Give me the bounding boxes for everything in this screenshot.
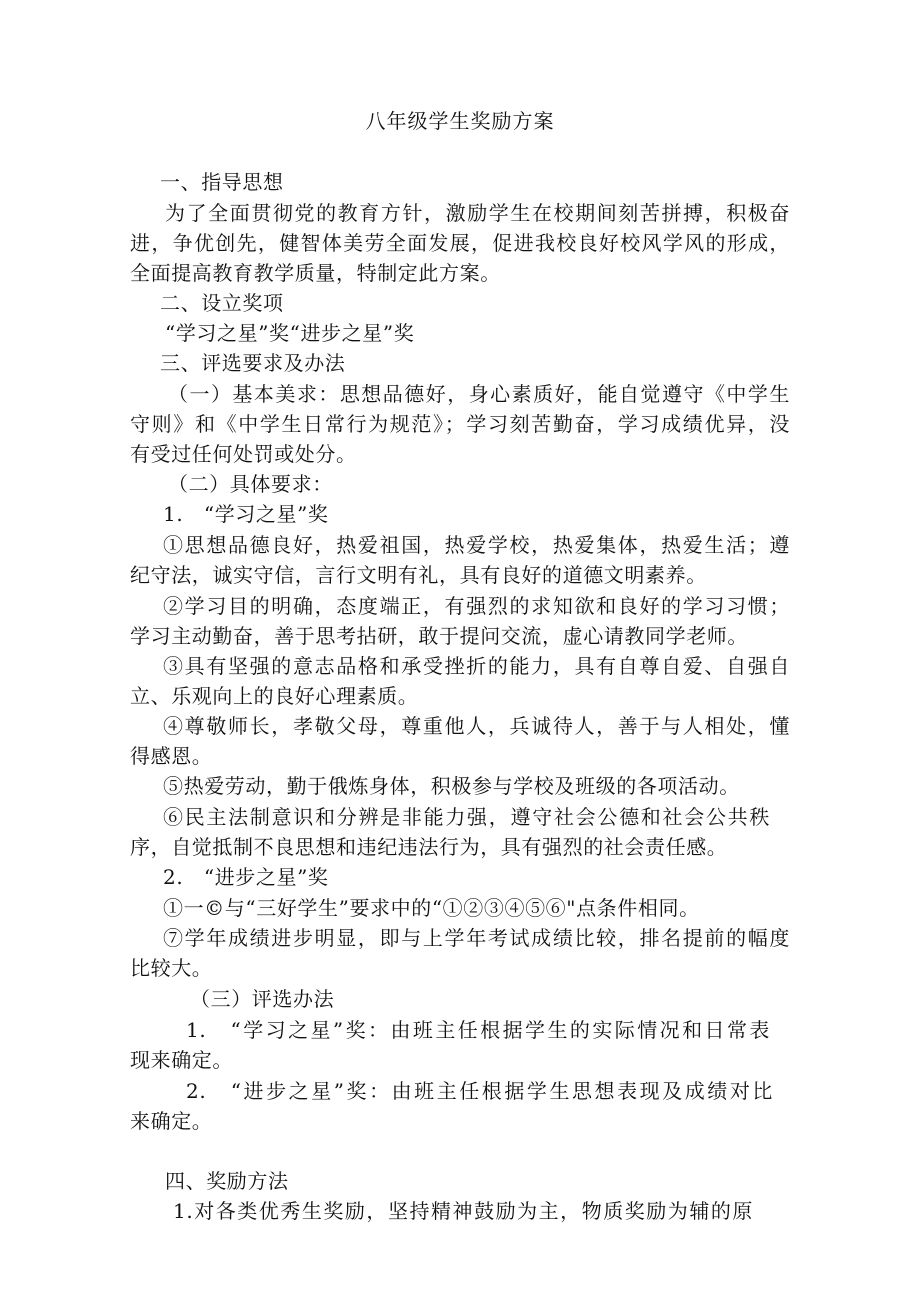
paragraph-line: 纪守法，诚实守信，言行文明有礼，具有良好的道德文明素养。 bbox=[130, 563, 707, 587]
paragraph-line: 立、乐观向上的良好心理素质。 bbox=[130, 684, 419, 708]
subheading-study-star: 1. “学习之星”奖 bbox=[163, 502, 329, 526]
paragraph-line: 学习主动勤奋，善于思考拈研，敢于提问交流，虚心请教同学老师。 bbox=[130, 624, 748, 648]
paragraph-line: ③具有坚强的意志品格和承受挫折的能力，具有自尊自爱、自强自 bbox=[163, 654, 790, 678]
paragraph-line: ①一©与“三好学生”要求中的“①②③④⑤⑥"点条件相同。 bbox=[163, 896, 700, 920]
paragraph-line: ⑤热爱劳动，勤于俄炼身体，积极参与学校及班级的各项活动。 bbox=[163, 774, 740, 798]
paragraph-line: 进，争优创先，健智体美劳全面发展，促进我校良好校风学风的形成， bbox=[130, 231, 790, 255]
paragraph-line: 为了全面贯彻党的教育方针，激励学生在校期间刻苦拼搏，积极奋 bbox=[165, 201, 790, 225]
paragraph-line: 2. “进步之星”奖：由班主任根据学生思想表现及成绩对比 bbox=[186, 1079, 773, 1103]
paragraph-line: 比较大。 bbox=[130, 956, 213, 980]
subheading-specific: （二）具体要求： bbox=[168, 472, 333, 496]
paragraph-line: 现来确定。 bbox=[130, 1048, 233, 1072]
paragraph-line: ②学习目的明确，态度端正，有强烈的求知欲和良好的学习习惯； bbox=[163, 594, 790, 618]
paragraph-line: 得感恩。 bbox=[130, 744, 213, 768]
paragraph-line: 序，自觉抵制不良思想和违纪违法行为，具有强烈的社会责任感。 bbox=[130, 835, 728, 859]
heading-awards: 二、设立奖项 bbox=[160, 291, 284, 315]
subheading-progress-star: 2. “进步之星”奖 bbox=[163, 865, 329, 889]
paragraph-line: 1.对各类优秀生奖励，坚持精神鼓励为主，物质奖励为辅的原 bbox=[173, 1199, 753, 1223]
heading-guiding-thought: 一、指导思想 bbox=[160, 170, 284, 194]
paragraph-line: ④尊敬师长，孝敬父母，尊重他人，兵诚待人，善于与人相处，懂 bbox=[163, 714, 790, 738]
paragraph-line: ①思想品德良好，热爱祖国，热爱学校，热爱集体，热爱生活；遵 bbox=[163, 533, 790, 557]
paragraph-line: ⑦学年成绩进步明显，即与上学年考试成绩比较，排名提前的幅度 bbox=[163, 926, 790, 950]
paragraph-line: （一）基本美求：思想品德好，身心素质好，能自觉遵守《中学生 bbox=[168, 382, 790, 406]
paragraph-line: 来确定。 bbox=[130, 1109, 213, 1133]
paragraph-line: 1. “学习之星”奖：由班主任根据学生的实际情况和日常表 bbox=[186, 1018, 770, 1042]
heading-requirements: 三、评选要求及办法 bbox=[160, 351, 346, 375]
document-title: 八年级学生奖励方案 bbox=[365, 109, 555, 133]
award-names: “学习之星”奖“进步之星”奖 bbox=[165, 321, 415, 345]
subheading-selection-method: （三）评选办法 bbox=[190, 987, 335, 1011]
paragraph-line: 全面提高教育教学质量，特制定此方案。 bbox=[130, 261, 501, 285]
paragraph-line: 守则》和《中学生日常行为规范》；学习刻苦勤奋，学习成绩优异，没 bbox=[130, 412, 790, 436]
paragraph-line: ⑥民主法制意识和分辨是非能力强，遵守社会公德和社会公共秩 bbox=[163, 805, 770, 829]
paragraph-line: 有受过任何处罚或处分。 bbox=[130, 442, 357, 466]
heading-reward-methods: 四、奖励方法 bbox=[165, 1169, 289, 1193]
